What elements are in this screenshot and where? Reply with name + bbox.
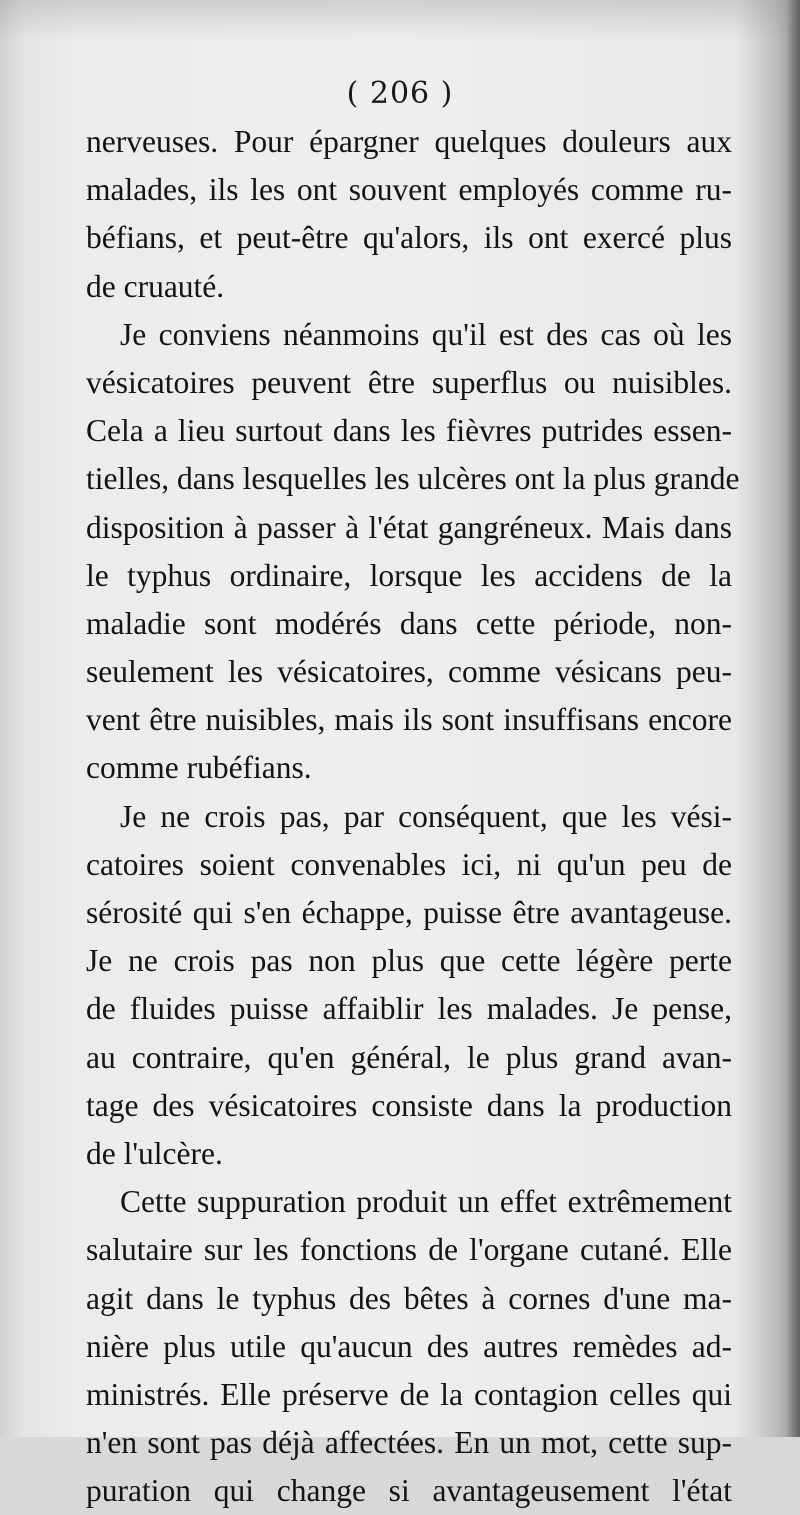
text-line: béfians, et peut-être qu'alors, ils ont exercé plus	[86, 220, 732, 256]
text-line: maladie sont modérés dans cette période, non-	[86, 605, 732, 641]
text-line: Je ne crois pas, par conséquent, que les vési-	[120, 798, 732, 834]
paragraph	[86, 118, 732, 311]
text-line: nerveuses. Pour épargner quelques douleurs aux	[86, 124, 732, 159]
text-line: ministrés. Elle préserve de la contagion celles qui	[86, 1376, 732, 1412]
text-line: de fluides puisse affaiblir les malades. Je pense,	[86, 991, 732, 1027]
text-line: Cette suppuration produit un effet extrêmement	[120, 1184, 732, 1220]
text-line: agit dans le typhus des bêtes à cornes d'une ma-	[86, 1280, 732, 1316]
text-line: de cruauté.	[86, 268, 225, 304]
text-line: salutaire sur les fonctions de l'organe cutané. Elle	[86, 1232, 732, 1268]
text-line: Je conviens néanmoins qu'il est des cas où les	[120, 316, 732, 352]
text-line: comme rubéfians.	[86, 750, 312, 786]
text-line: tielles, dans lesquelles les ulcères ont la plus grande	[86, 461, 740, 497]
page-number: ( 206 )	[346, 76, 454, 111]
text-line: vent être nuisibles, mais ils sont insuffisans encore	[86, 702, 732, 738]
text-line: puration qui change si avantageusement l'état	[86, 1473, 732, 1509]
paragraph	[86, 311, 740, 793]
text-line: vésicatoires peuvent être superflus ou nuisibles.	[86, 364, 732, 400]
paragraph	[86, 793, 732, 1179]
text-line: disposition à passer à l'état gangréneux. Mais dans	[86, 509, 732, 545]
text-line: Cela a lieu surtout dans les fièvres putrides essen-	[86, 413, 732, 449]
text-line: catoires soient convenables ici, ni qu'un peu de	[86, 846, 732, 882]
body-text	[86, 118, 740, 1515]
text-line: seulement les vésicatoires, comme vésicans peu-	[86, 654, 732, 690]
text-line: au contraire, qu'en général, le plus grand avan-	[86, 1039, 732, 1075]
text-line: Je ne crois pas non plus que cette légère perte	[86, 943, 732, 979]
text-line: le typhus ordinaire, lorsque les accidens de la	[86, 557, 732, 593]
paragraph	[86, 1178, 732, 1515]
text-line: de l'ulcère.	[86, 1135, 223, 1171]
text-line: tage des vésicatoires consiste dans la production	[86, 1087, 732, 1123]
text-line: n'en sont pas déjà affectées. En un mot, cette sup-	[86, 1425, 732, 1461]
text-line: malades, ils les ont souvent employés comme ru-	[86, 172, 732, 208]
text-line: nière plus utile qu'aucun des autres remèdes ad-	[86, 1328, 732, 1364]
text-line: sérosité qui s'en échappe, puisse être avantageuse.	[86, 895, 732, 930]
